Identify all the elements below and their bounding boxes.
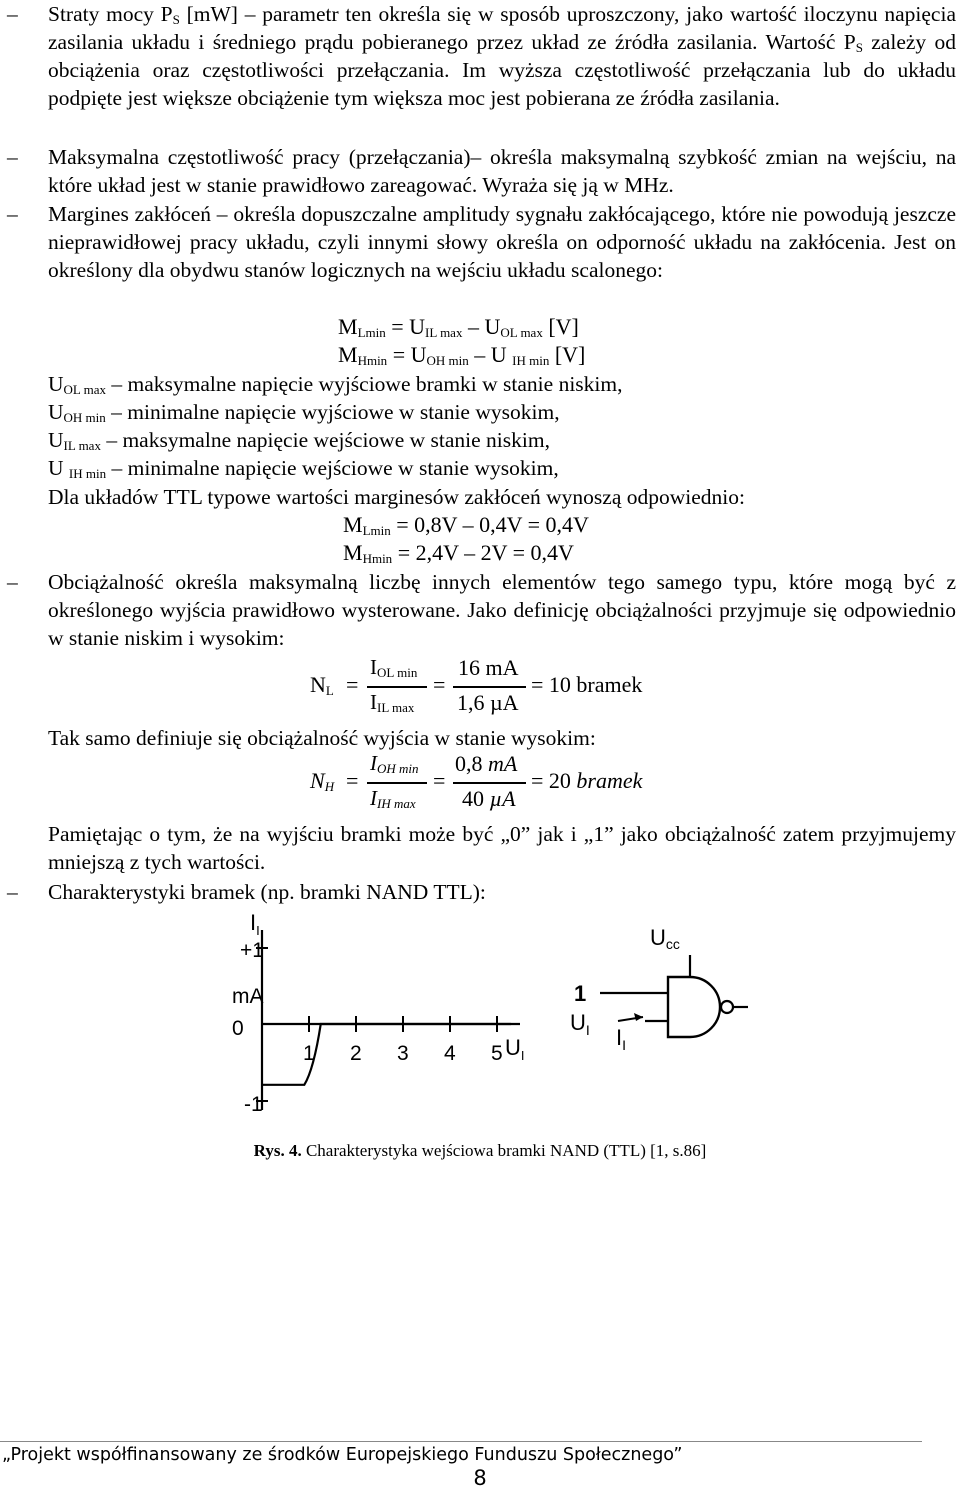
formula-mlmin: $M_{Lmin} = U_{IL max} - U_{OL max}$ [V] xyxy=(338,314,579,340)
nand-gate-body xyxy=(668,977,720,1037)
bullet-dash: – xyxy=(7,202,18,226)
bullet-dash: – xyxy=(7,880,18,904)
fanout-low-num1: $I_{OL min}$ xyxy=(370,655,418,680)
fanout-high-num1: $I_{OH min}$ xyxy=(370,751,419,776)
input-current-label: $I_I$ xyxy=(616,1025,627,1053)
arrow-head-icon xyxy=(634,1013,643,1021)
fanout-high-den2: 40 µA xyxy=(462,786,516,811)
definition-uil-max: $U_{IL max}$ – maksymalne napięcie wejściowe w stanie niskim, xyxy=(48,428,550,453)
nand-ttl-figure xyxy=(0,905,960,1135)
fanout-low-den1: $I_{IL max}$ xyxy=(370,690,415,715)
paragraph-fanout-conclusion: Pamiętając o tym, że na wyjściu bramki może być „0” jak i „1” jako obciążalność zatem przyjmujemy mniejszą z tych wartości. xyxy=(48,822,956,874)
bullet-dash: – xyxy=(7,570,18,594)
fanout-high-den1: $I_{IH max}$ xyxy=(370,786,416,811)
input-voltage-label: $U_I$ xyxy=(570,1010,590,1038)
x-tick-label-5: 5 xyxy=(491,1042,503,1065)
bullet-dash: – xyxy=(7,2,18,26)
x-axis-label: $U_I$ xyxy=(505,1035,525,1063)
x-tick-label-4: 4 xyxy=(444,1042,456,1065)
fanout-high-num2: 0,8 mA xyxy=(455,751,518,776)
ttl-mhmin-value: $M_{Hmin} = 2,4V - 2V = 0,4V$ xyxy=(343,540,574,566)
paragraph-power-loss: Straty mocy $P_S$ [mW] – parametr ten określa się w sposób uproszczony, jako wartość iloczynu napięcia zasilania układu i średniego prądu pobieranego przez układ ze źródła zasilania. Wartość $P_S$ zależy od obciążenia oraz częstotliwości przełączania. Im wyższa częstotliwość przełączania lub do układu podpięte jest większe obciążenie tym większa moc jest pobierana ze źródła zasilania. xyxy=(48,2,956,110)
supply-voltage-label: Ucc xyxy=(650,925,680,952)
fanout-low-den2: 1,6 µA xyxy=(457,690,519,715)
bullet-dash: – xyxy=(7,145,18,169)
y-zero-label: 0 xyxy=(232,1017,244,1040)
equals-sign: = xyxy=(346,672,359,697)
figure-caption xyxy=(0,1140,960,1162)
input-characteristic-curve xyxy=(262,1024,511,1085)
input-characteristic-chart xyxy=(232,910,525,1116)
fanout-low-lhs: $N_L$ xyxy=(310,672,334,698)
y-unit-label: mA xyxy=(232,985,264,1008)
fraction-bar xyxy=(367,686,427,688)
high-state-intro: Tak samo definiuje się obciążalność wyjścia w stanie wysokim: xyxy=(48,726,596,750)
input-value-label: 1 xyxy=(574,981,587,1006)
x-tick-label-2: 2 xyxy=(350,1042,362,1065)
footer-text: „Projekt współfinansowany ze środków Europejskiego Funduszu Społecznego” xyxy=(2,1445,683,1465)
paragraph-fanout: Obciążalność określa maksymalną liczbę innych elementów tego samego typu, które mogą być z określonego wyjścia prawidłowo wysterowane. Jako definicję obciążalności przyjmuje się odpowiednio w stanie niskim i wysokim: xyxy=(48,570,956,650)
definition-uol-max: $U_{OL max}$ – maksymalne napięcie wyjściowe bramki w stanie niskim, xyxy=(48,372,623,397)
paragraph-max-frequency: Maksymalna częstotliwość pracy (przełączania)– określa maksymalną szybkość zmian na wejściu, na które układ jest w stanie prawidłowo zareagować. Wyraża się ją w MHz. xyxy=(48,145,956,197)
fanout-high-lhs: $N_H$ xyxy=(310,768,335,794)
caption-label: Rys. 4. xyxy=(253,1141,302,1160)
footer-divider xyxy=(0,1441,922,1442)
fanout-low-num2: 16 mA xyxy=(458,655,519,680)
fanout-low-result: = 10 bramek xyxy=(531,672,643,697)
caption-text: Charakterystyka wejściowa bramki NAND (TTL) [1, s.86] xyxy=(301,1141,707,1160)
definition-uoh-min: $U_{OH min}$ – minimalne napięcie wyjściowe w stanie wysokim, xyxy=(48,400,560,425)
definition-uih-min: U $_{IH min}$ – minimalne napięcie wejściowe w stanie wysokim, xyxy=(48,456,559,481)
nand-output-bubble xyxy=(721,1001,733,1013)
fraction-bar xyxy=(453,782,526,784)
page-number: 8 xyxy=(473,1466,487,1490)
nand-gate-diagram xyxy=(570,925,748,1053)
paragraph-noise-margin: Margines zakłóceń – określa dopuszczalne amplitudy sygnału zakłócającego, które nie powodują jeszcze nieprawidłowej pracy układu, czyli innymi słowy określa on odporność układu na zakłócenia. Jest on określony dla obydwu stanów logicznych na wejściu układu scalonego: xyxy=(48,202,956,282)
x-tick-label-3: 3 xyxy=(397,1042,409,1065)
fanout-high-result: = 20 bramek xyxy=(531,768,643,793)
equals-sign: = xyxy=(433,768,446,793)
ttl-mlmin-value: $M_{Lmin} = 0,8V - 0,4V = 0,4V$ xyxy=(343,512,589,538)
y-tick-minus1-label: -1 xyxy=(244,1093,263,1116)
equals-sign: = xyxy=(433,672,446,697)
x-tick-label-1: 1 xyxy=(303,1042,315,1065)
y-axis-label: $I_I$ xyxy=(250,910,260,938)
equals-sign: = xyxy=(346,768,359,793)
y-tick-plus1-label: +1 xyxy=(240,939,264,962)
fraction-bar xyxy=(367,782,427,784)
ttl-intro-text: Dla układów TTL typowe wartości marginesów zakłóceń wynoszą odpowiednio: xyxy=(48,485,745,509)
fraction-bar xyxy=(453,686,526,688)
paragraph-characteristics: Charakterystyki bramek (np. bramki NAND TTL): xyxy=(48,880,486,904)
formula-mhmin: $M_{Hmin} = U_{OH min} - U$ $_{IH min}$ [V] xyxy=(338,342,586,368)
